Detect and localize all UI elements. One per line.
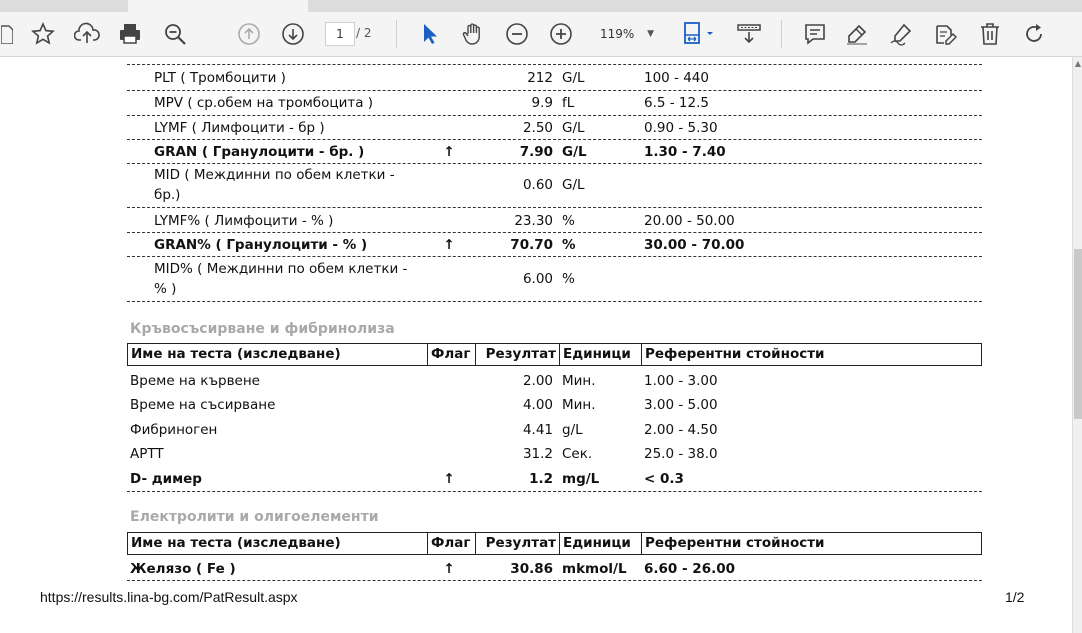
print-icon[interactable] (115, 12, 145, 56)
table-row (127, 91, 982, 116)
test-unit: g/L (562, 422, 583, 438)
up-arrow-flag: ↑ (443, 237, 455, 253)
test-name: D- димер (130, 471, 202, 487)
up-arrow-flag: ↑ (443, 144, 455, 160)
test-result: 212 (527, 70, 553, 86)
active-tab[interactable] (128, 0, 308, 12)
table-row (127, 164, 982, 208)
toolbar-divider (781, 20, 782, 48)
test-unit: Мин. (562, 397, 596, 413)
test-unit: mkmol/L (562, 561, 627, 577)
table-header (127, 532, 982, 555)
test-reference: 2.00 - 4.50 (644, 422, 718, 438)
toolbar-divider (396, 20, 397, 48)
fit-page-icon[interactable] (678, 12, 718, 56)
test-result: 2.00 (522, 373, 553, 389)
vertical-scrollbar[interactable] (1072, 57, 1082, 633)
zoom-level-select[interactable] (592, 24, 660, 44)
table-header (127, 343, 982, 366)
test-result: 31.2 (522, 446, 553, 462)
header-result: Резултат (476, 533, 560, 554)
test-name: LYMF% ( Лимфоцити - % ) (154, 213, 334, 229)
test-unit: % (562, 271, 575, 287)
header-test-name: Име на теста (изследване) (128, 533, 428, 554)
table-row (127, 393, 982, 417)
test-result: 9.9 (531, 95, 553, 111)
test-result: 2.50 (522, 120, 553, 136)
test-reference: 20.00 - 50.00 (644, 213, 735, 229)
scroll-mode-icon[interactable] (734, 12, 764, 56)
page-footer-number: 1/2 (1005, 589, 1025, 605)
table-row-flagged (127, 140, 982, 164)
test-reference: 6.5 - 12.5 (644, 95, 709, 111)
test-reference: 1.00 - 3.00 (644, 373, 718, 389)
test-name: GRAN% ( Гранулоцити - % ) (154, 237, 368, 253)
comment-icon[interactable] (800, 12, 830, 56)
select-cursor-icon[interactable] (418, 12, 442, 56)
test-unit: Мин. (562, 373, 596, 389)
test-name-line2: % ) (154, 281, 177, 297)
test-name: PLT ( Тромбоцити ) (154, 70, 286, 86)
test-reference: 100 - 440 (644, 70, 709, 86)
test-name-line1: MID% ( Междинни по обем клетки - (154, 261, 408, 277)
chevron-down-icon: ▼ (647, 29, 654, 39)
header-result: Резултат (476, 344, 560, 365)
test-name-line2: бр.) (154, 187, 181, 203)
table-row-flagged (127, 556, 982, 581)
header-reference: Референтни стойности (645, 535, 825, 551)
row-divider (127, 64, 982, 65)
table-row-flagged (127, 466, 982, 492)
test-name-line1: MID ( Междинни по обем клетки - (154, 167, 395, 183)
test-unit: G/L (562, 70, 585, 86)
test-name: Фибриноген (130, 422, 218, 438)
zoom-out-icon[interactable] (503, 12, 531, 56)
document-page (0, 57, 1072, 633)
test-reference: 1.30 - 7.40 (644, 144, 726, 160)
test-name: Време на кървене (130, 373, 260, 389)
rotate-icon[interactable] (1019, 12, 1049, 56)
pdf-toolbar (0, 12, 1082, 57)
up-arrow-flag: ↑ (443, 471, 455, 487)
test-result: 6.00 (522, 271, 553, 287)
tab-strip (0, 0, 1082, 12)
header-reference: Референтни стойности (645, 346, 825, 362)
test-reference: 6.60 - 26.00 (644, 561, 736, 577)
bookmark-star-icon[interactable] (28, 12, 58, 56)
test-result: 7.90 (519, 144, 553, 160)
test-result: 4.00 (522, 397, 553, 413)
test-result: 1.2 (529, 471, 553, 487)
header-units: Единици (560, 344, 642, 365)
sign-pen-icon[interactable] (886, 12, 916, 56)
test-unit: G/L (562, 120, 585, 136)
upload-cloud-icon[interactable] (72, 12, 102, 56)
test-result: 0.60 (522, 177, 553, 193)
header-test-name: Име на теста (изследване) (128, 344, 428, 365)
test-name: GRAN ( Гранулоцити - бр. ) (154, 144, 365, 160)
zoom-level-value: 119% (600, 27, 635, 41)
test-result: 70.70 (510, 237, 553, 253)
test-reference: 30.00 - 70.00 (644, 237, 745, 253)
zoom-out-magnifier-icon[interactable] (160, 12, 190, 56)
previous-page-icon[interactable] (234, 12, 264, 56)
test-result: 30.86 (510, 561, 553, 577)
zoom-in-icon[interactable] (547, 12, 575, 56)
table-row (127, 418, 982, 442)
test-name: APTT (130, 446, 164, 462)
test-unit: % (562, 237, 576, 253)
table-row (127, 442, 982, 466)
test-unit: mg/L (562, 471, 600, 487)
section-title: Електролити и олигоелементи (130, 509, 379, 525)
test-unit: % (562, 213, 575, 229)
test-reference: 25.0 - 38.0 (644, 446, 718, 462)
table-row (127, 66, 982, 91)
table-row (127, 257, 982, 302)
scrollbar-thumb[interactable] (1074, 249, 1082, 419)
up-arrow-flag: ↑ (443, 561, 455, 577)
test-result: 23.30 (514, 213, 553, 229)
table-row (127, 369, 982, 393)
table-row (127, 208, 982, 233)
test-unit: fL (562, 95, 575, 111)
delete-trash-icon[interactable] (975, 12, 1005, 56)
test-unit: G/L (562, 144, 587, 160)
header-flag: Флаг (428, 533, 476, 554)
table-row-flagged (127, 233, 982, 257)
scroll-up-arrow-icon[interactable]: ▲ (1074, 59, 1082, 68)
page-footer-url: https://results.lina-bg.com/PatResult.aspx (40, 589, 298, 605)
test-reference: < 0.3 (644, 471, 684, 487)
table-row (127, 116, 982, 140)
page-total: / 2 (356, 26, 372, 40)
file-icon[interactable] (0, 12, 14, 56)
test-unit: Сек. (562, 446, 593, 462)
test-reference: 3.00 - 5.00 (644, 397, 718, 413)
page-number-input[interactable]: 1 (325, 22, 355, 46)
header-units: Единици (560, 533, 642, 554)
test-unit: G/L (562, 177, 585, 193)
test-name: Време на съсирване (130, 397, 276, 413)
test-result: 4.41 (522, 422, 553, 438)
test-name: LYMF ( Лимфоцити - бр ) (154, 120, 325, 136)
test-name: Желязо ( Fe ) (130, 561, 236, 577)
edit-document-icon[interactable] (930, 12, 960, 56)
test-name: MPV ( ср.обем на тромбоцита ) (154, 95, 374, 111)
next-page-icon[interactable] (278, 12, 308, 56)
header-flag: Флаг (428, 344, 476, 365)
section-title: Кръвосъсирване и фибринолиза (130, 321, 395, 337)
highlight-pen-icon[interactable] (842, 12, 872, 56)
hand-tool-icon[interactable] (459, 12, 487, 56)
test-reference: 0.90 - 5.30 (644, 120, 718, 136)
